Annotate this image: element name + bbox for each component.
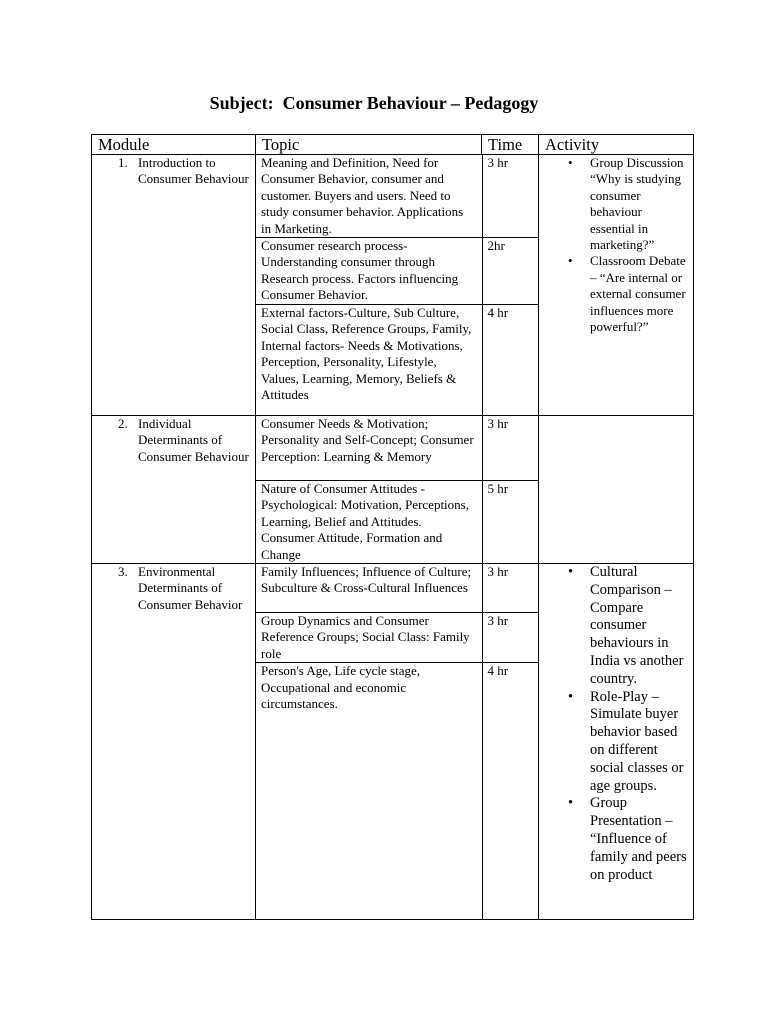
module-cell-1: [92, 155, 256, 416]
module-number: 2.: [118, 416, 128, 432]
activity-list: [544, 155, 688, 335]
topic-text: Group Dynamics and Consumer Reference Groups; Social Class: Family role: [256, 613, 482, 663]
topic-time-cell-1: [256, 155, 539, 416]
module-name: Introduction to Consumer Behaviour: [138, 155, 249, 187]
activity-item: • Group Discussion “Why is studying consumer behaviour essential in marketing?”: [590, 155, 688, 253]
module-number: 3.: [118, 564, 128, 580]
module-row-2: [92, 416, 694, 564]
topic-time: 3 hr: [482, 613, 539, 663]
header-time: Time: [482, 135, 539, 155]
activity-list: [544, 564, 688, 884]
topic-time: 4 hr: [482, 663, 539, 919]
topic-time-cell-2: [256, 416, 539, 564]
pedagogy-table: [91, 134, 694, 920]
topic-row: [256, 238, 539, 305]
topic-time: 3 hr: [487, 416, 509, 432]
document-title: Subject: Consumer Behaviour – Pedagogy: [209, 93, 539, 113]
topic-time: 3 hr: [487, 155, 509, 170]
topic-time: 3 hr: [487, 564, 509, 580]
header-topic: Topic: [256, 135, 482, 155]
topic-text: Meaning and Definition, Need for Consumer Behavior, consumer and customer. Buyers and users. Need to study consumer behavior. Applications in Marketing.: [256, 155, 482, 238]
topic-time: 2hr: [482, 238, 539, 305]
activity-cell-1: [539, 155, 694, 416]
module-name: Individual Determinants of Consumer Behaviour: [138, 416, 249, 464]
topic-text: Consumer Needs & Motivation; Personality and Self-Concept; Consumer Perception: Learning & Memory: [256, 416, 482, 481]
topic-text: Nature of Consumer Attitudes - Psychological: Motivation, Perceptions, Learning, Belief and Attitudes. Consumer Attitude, Formation and Change: [256, 481, 482, 564]
topic-row: [256, 663, 539, 919]
topic-text: Consumer research process-Understanding consumer through Research process. Factors influencing Consumer Behavior.: [256, 238, 482, 305]
topic-text: Person's Age, Life cycle stage, Occupational and economic circumstances.: [256, 663, 482, 919]
activity-cell-3: [539, 564, 694, 920]
topic-time: 4 hr: [482, 305, 539, 416]
topic-row: [256, 481, 539, 564]
module-number: 1.: [118, 155, 128, 170]
activity-item: • Role-Play – Simulate buyer behavior based on different social classes or age groups.: [590, 689, 688, 796]
module-row-3: [92, 564, 694, 920]
header-activity: Activity: [539, 135, 694, 155]
topic-row: [256, 613, 539, 663]
topic-row: [256, 564, 539, 613]
activity-item: • Group Presentation – “Influence of family and peers on product: [590, 795, 688, 884]
table-header-row: [92, 135, 694, 155]
topic-row: [256, 416, 539, 481]
module-cell-2: [92, 416, 256, 564]
topic-time: 5 hr: [482, 481, 539, 564]
activity-item: • Classroom Debate – “Are internal or external consumer influences more powerful?”: [590, 253, 688, 335]
header-module: Module: [92, 135, 256, 155]
activity-item: • Cultural Comparison – Compare consumer behaviours in India vs another country.: [590, 564, 688, 689]
topic-text: Family Influences; Influence of Culture; Subculture & Cross-Cultural Influences: [256, 564, 482, 613]
topic-row: [256, 155, 539, 238]
topic-text: External factors-Culture, Sub Culture, Social Class, Reference Groups, Family, Internal factors- Needs & Motivations, Perception, Personality, Lifestyle, Values, Learning, Memory, Beliefs & Attitudes: [256, 305, 482, 416]
topic-row: [256, 305, 539, 416]
module-cell-3: [92, 564, 256, 920]
topic-time-cell-3: [256, 564, 539, 920]
module-row-1: [92, 155, 694, 416]
activity-cell-2: [539, 416, 694, 564]
module-name: Environmental Determinants of Consumer Behavior: [138, 564, 243, 612]
